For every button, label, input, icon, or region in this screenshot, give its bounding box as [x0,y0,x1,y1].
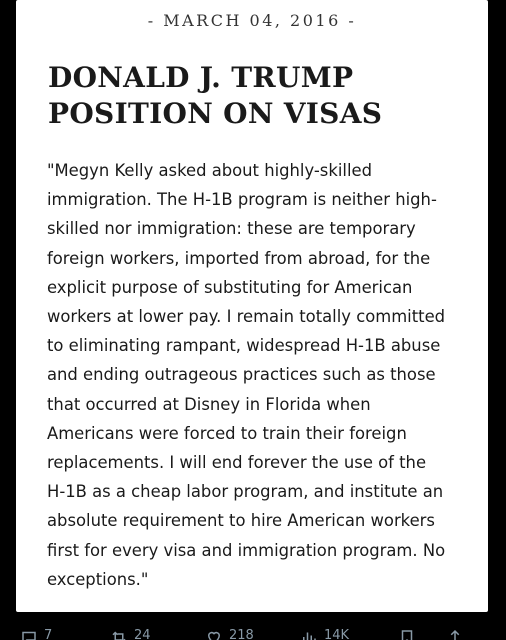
post-date: - MARCH 04, 2016 - [147,11,357,30]
quote-text [47,156,477,594]
quote-line: absolute requirement to hire American workers [47,511,435,531]
quote-line: workers at lower pay. I remain totally committed [47,307,446,327]
retweet-count: 24 [134,628,151,640]
quote-line: explicit purpose of substituting for American [47,277,413,297]
quote-line: first for every visa and immigration program. No [47,540,446,560]
quote-line: H-1B as a cheap labor program, and institute an [47,482,444,502]
like-count: 218 [229,628,254,640]
reply-icon [20,628,38,640]
quote-line: "Megyn Kelly asked about highly-skilled [47,161,372,180]
reply-button[interactable] [20,628,52,640]
title-line: POSITION ON VISAS [48,97,383,130]
quote-line: foreign workers, imported from abroad, for the [47,248,431,268]
quote-line: skilled nor immigration: these are temporary [47,219,416,239]
retweet-button[interactable] [110,628,151,640]
quote-line: and ending outrageous practices such as those [47,365,436,385]
share-icon [446,628,464,640]
quote-line: exceptions." [47,569,149,589]
reply-count: 7 [44,628,53,640]
post-image-card[interactable] [16,0,488,612]
title-line: DONALD J. TRUMP [48,61,354,94]
like-button[interactable] [205,628,254,640]
quote-line: immigration. The H-1B program is neither high- [47,190,437,210]
bookmark-button[interactable] [398,628,422,640]
quote-line: to eliminating rampant, widespread H-1B abuse [47,336,441,356]
quote-line: that occurred at Disney in Florida when [47,394,371,414]
retweet-icon [110,628,128,640]
post-action-bar [0,626,506,640]
heart-icon [205,628,223,640]
views-count: 14K [324,628,350,640]
views-button[interactable] [300,628,349,640]
share-button[interactable] [446,628,470,640]
post-title [48,60,468,132]
quote-line: Americans were forced to train their foreign [47,423,407,443]
quote-line: replacements. I will end forever the use of the [47,453,427,473]
views-icon [300,628,318,640]
bookmark-icon [398,628,416,640]
